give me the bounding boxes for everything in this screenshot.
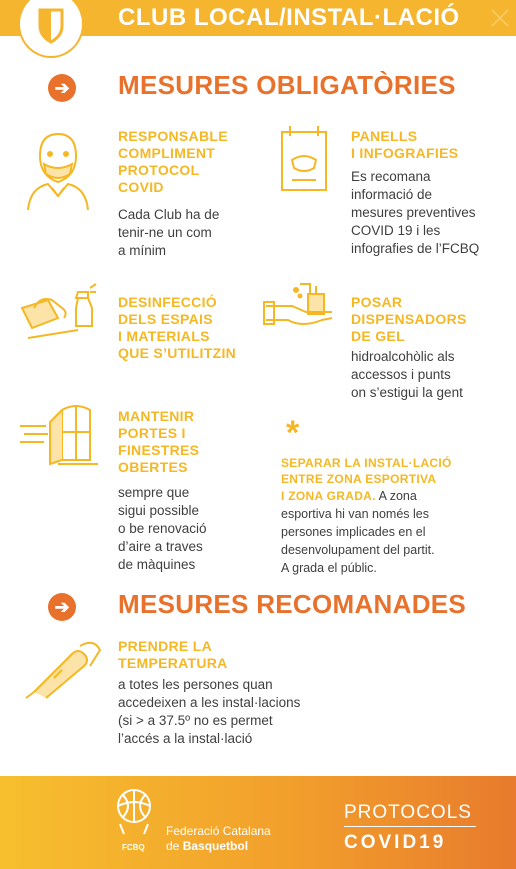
- item-body-separate: esportiva hi van només les persones implicades en el desenvolupament del partit. A grada el públic.: [281, 507, 435, 575]
- header-decoration-icon: [490, 8, 510, 28]
- section-title-mandatory: MESURES OBLIGATÒRIES: [118, 70, 456, 100]
- protocols-label: PROTOCOLS: [344, 802, 472, 823]
- thermometer-icon: [20, 636, 102, 700]
- item-title-gel: POSAR DISPENSADORS DE GEL: [351, 294, 467, 344]
- item-separate-mixed-line: [281, 487, 417, 505]
- item-title-responsible: RESPONSABLE COMPLIMENT PROTOCOL COVID: [118, 128, 228, 195]
- section-arrow-icon: ➔: [48, 593, 76, 621]
- item-title-doors: MANTENIR PORTES I FINESTRES OBERTES: [118, 408, 200, 475]
- spray-cleaning-icon: [18, 278, 98, 348]
- item-title-separate: SEPARAR LA INSTAL·LACIÓ ENTRE ZONA ESPORTIVA: [281, 456, 452, 486]
- item-body-separate-inline: A zona: [375, 489, 417, 503]
- person-mask-icon: [18, 126, 96, 212]
- fcbq-logo-label: FCBQ: [122, 843, 145, 852]
- item-body-temperature: a totes les persones quan accedeixen a les instal·lacions (si > a 37.5º no es permet l’accés a la instal·lació: [118, 677, 301, 746]
- club-shield-icon: [18, 0, 84, 58]
- item-body-gel: hidroalcohòlic als accessos i punts on s’estigui la gent: [351, 349, 463, 400]
- asterisk-icon: *: [286, 414, 300, 452]
- federation-name: Federació Catalana de Basquetbol: [166, 824, 271, 853]
- covid-label: COVID19: [344, 832, 447, 853]
- item-body-panels: Es recomana informació de mesures preventives COVID 19 i les infografies de l’FCBQ: [351, 169, 480, 256]
- footer-divider: [344, 826, 476, 827]
- item-title-disinfection: DESINFECCIÓ DELS ESPAIS I MATERIALS QUE S’UTILITZIN: [118, 294, 237, 361]
- section-arrow-icon: ➔: [48, 74, 76, 102]
- gel-dispenser-icon: [262, 276, 336, 340]
- fcbq-logo-icon: [108, 784, 160, 847]
- open-window-icon: [18, 402, 100, 468]
- info-panel-icon: [278, 124, 334, 194]
- section-title-recommended: MESURES RECOMANADES: [118, 589, 467, 619]
- item-body-doors: sempre que sigui possible o be renovació d’aire a traves de màquines: [118, 485, 207, 572]
- page-title: CLUB LOCAL/INSTAL·LACIÓ: [118, 4, 460, 31]
- item-title-separate-last: I ZONA GRADA.: [281, 489, 376, 503]
- item-title-panels: PANELLS I INFOGRAFIES: [351, 128, 459, 161]
- item-title-temperature: PRENDRE LA TEMPERATURA: [118, 638, 228, 671]
- item-body-responsible: Cada Club ha de tenir-ne un com a mínim: [118, 207, 220, 258]
